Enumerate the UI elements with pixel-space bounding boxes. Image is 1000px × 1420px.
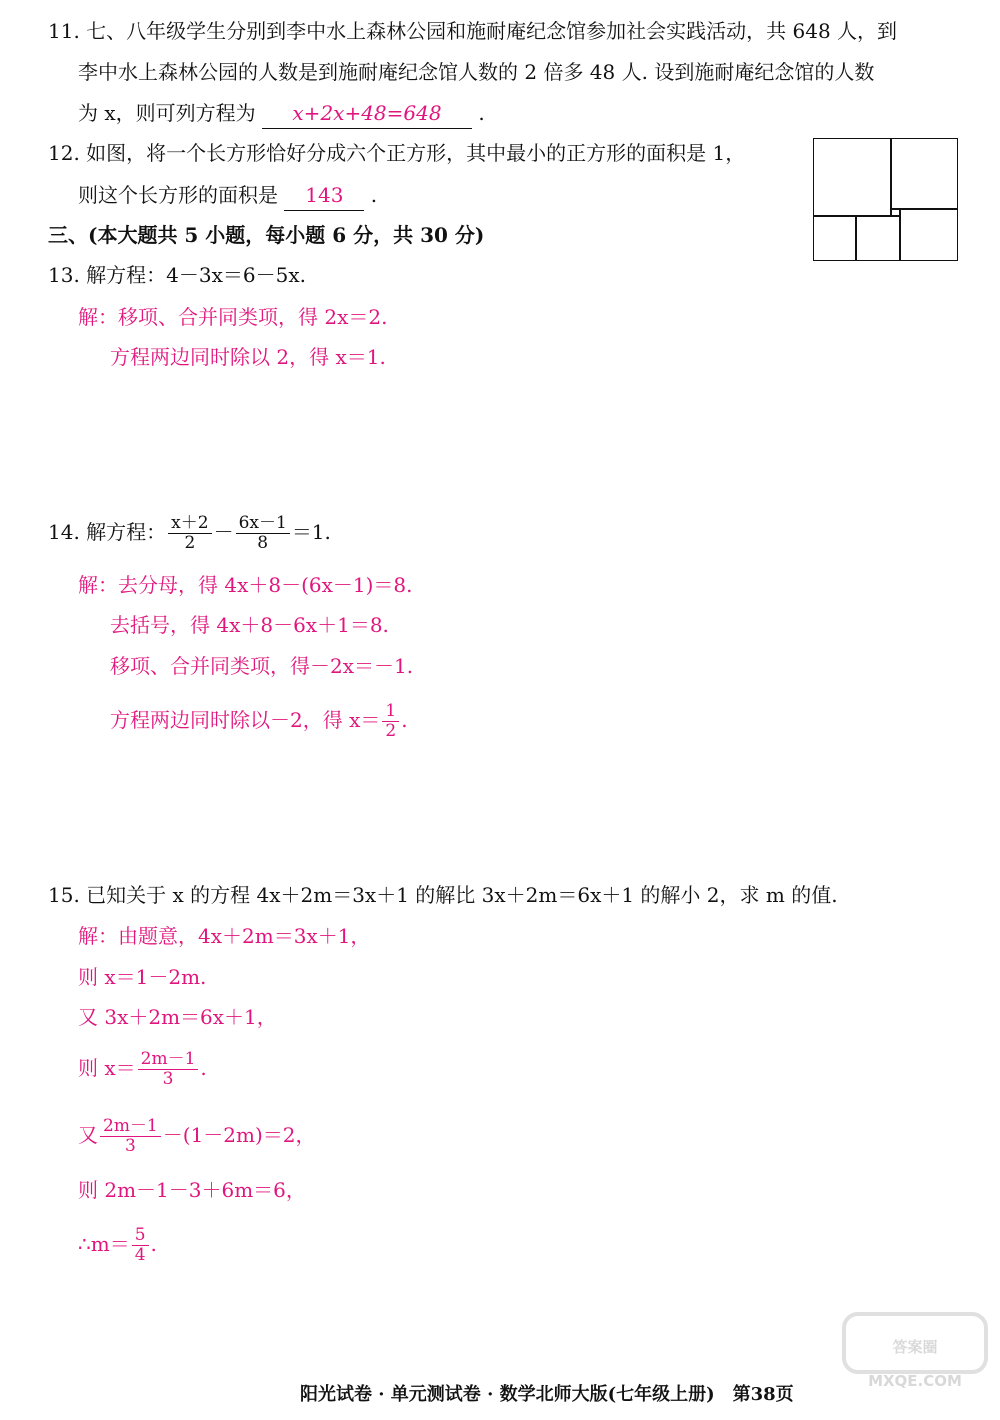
q14-solution-4-post: . [401,708,408,732]
square-large-left [813,138,892,217]
q11-line3-post: . [478,101,485,125]
q15-step-7 [78,1222,157,1266]
q14-solution-4-den: 2 [385,721,397,741]
q15-step-5-den: 3 [124,1136,136,1156]
rectangle-figure [813,138,958,261]
watermark-logo [840,1310,990,1410]
q11-line1: 11. 七、八年级学生分别到李中水上森林公园和施耐庵纪念馆参加社会实践活动，共 648 人，到 [48,19,898,43]
square-bottom-middle [855,215,901,261]
q15-step-5-fraction [100,1117,161,1156]
q15-step-4-post: . [200,1056,207,1080]
q14-solution-3: 移项、合并同类项，得－2x＝－1. [110,654,414,678]
q15-step-7-post: . [150,1232,157,1256]
q11-answer-blank: x+2x+48=648 [262,98,472,129]
q13-solution-2: 方程两边同时除以 2，得 x＝1. [110,345,386,369]
q14-minus: － [213,520,234,544]
square-large-right [890,138,958,210]
q13-question: 13. 解方程：4－3x＝6－5x. [48,263,306,287]
q15-step-4-den: 3 [162,1069,174,1089]
q13-solution-1: 解：移项、合并同类项，得 2x＝2. [78,305,388,329]
q15-step-1: 解：由题意，4x＋2m＝3x＋1， [78,924,371,948]
q14-label: 14. 解方程： [48,520,167,544]
q15-step-4-fraction [138,1050,199,1089]
q14-fraction-2 [236,514,290,553]
q15-step-5-post: －(1－2m)＝2， [162,1123,316,1147]
q14-solution-4 [110,698,408,742]
q11-line3-pre: 为 x，则可列方程为 [78,101,256,125]
q14-fraction-1 [168,514,211,553]
q15-step-6: 则 2m－1－3＋6m＝6， [78,1178,306,1202]
q15-step-5 [78,1113,316,1157]
q15-step-2: 则 x＝1－2m. [78,965,207,989]
q15-step-7-fraction [132,1226,149,1265]
q15-question: 15. 已知关于 x 的方程 4x＋2m＝3x＋1 的解比 3x＋2m＝6x＋1 的解小 2，求 m 的值. [48,883,838,907]
q15-step-4-num: 2m－1 [138,1050,199,1070]
q12-line2 [78,180,377,211]
q15-step-5-pre: 又 [78,1123,98,1147]
square-bottom-left [813,215,857,261]
q15-step-3: 又 3x＋2m＝6x＋1， [78,1005,277,1029]
q14-solution-2: 去括号，得 4x＋8－6x＋1＝8. [110,613,389,637]
q12-line2-pre: 则这个长方形的面积是 [78,183,278,207]
page-footer: 阳光试卷 · 单元测试卷 · 数学北师大版(七年级上册) 第38页 [300,1384,794,1405]
q12-answer-blank: 143 [284,180,364,211]
watermark-text: 答案圈 MXQE.COM [868,1338,962,1390]
q15-step-4-pre: 则 x＝ [78,1056,136,1080]
q14-fraction-2-den: 8 [257,533,269,553]
q15-step-7-den: 4 [134,1245,146,1265]
q12-line2-post: . [370,183,378,207]
q14-equals: ＝1. [291,520,331,544]
section-three-heading: 三、(本大题共 5 小题，每小题 6 分，共 30 分) [48,223,485,247]
q15-step-7-num: 5 [132,1226,149,1246]
q14-solution-1: 解：去分母，得 4x＋8－(6x－1)＝8. [78,573,413,597]
square-bottom-right [899,208,958,261]
q15-step-5-num: 2m－1 [100,1117,161,1137]
q15-step-7-pre: ∴m＝ [78,1232,130,1256]
q14-fraction-2-num: 6x－1 [236,514,290,534]
q11-line3 [78,98,485,129]
q14-fraction-1-den: 2 [184,533,196,553]
q11-line2: 李中水上森林公园的人数是到施耐庵纪念馆人数的 2 倍多 48 人. 设到施耐庵纪念馆的人数 [78,60,875,84]
q14-solution-4-num: 1 [382,702,399,722]
q14-solution-4-fraction [382,702,399,741]
q15-step-4 [78,1046,207,1090]
q12-line1: 12. 如图，将一个长方形恰好分成六个正方形，其中最小的正方形的面积是 1， [48,141,746,165]
q14-question [48,510,331,554]
q14-fraction-1-num: x＋2 [168,514,211,534]
q14-solution-4-pre: 方程两边同时除以－2，得 x＝ [110,708,381,732]
